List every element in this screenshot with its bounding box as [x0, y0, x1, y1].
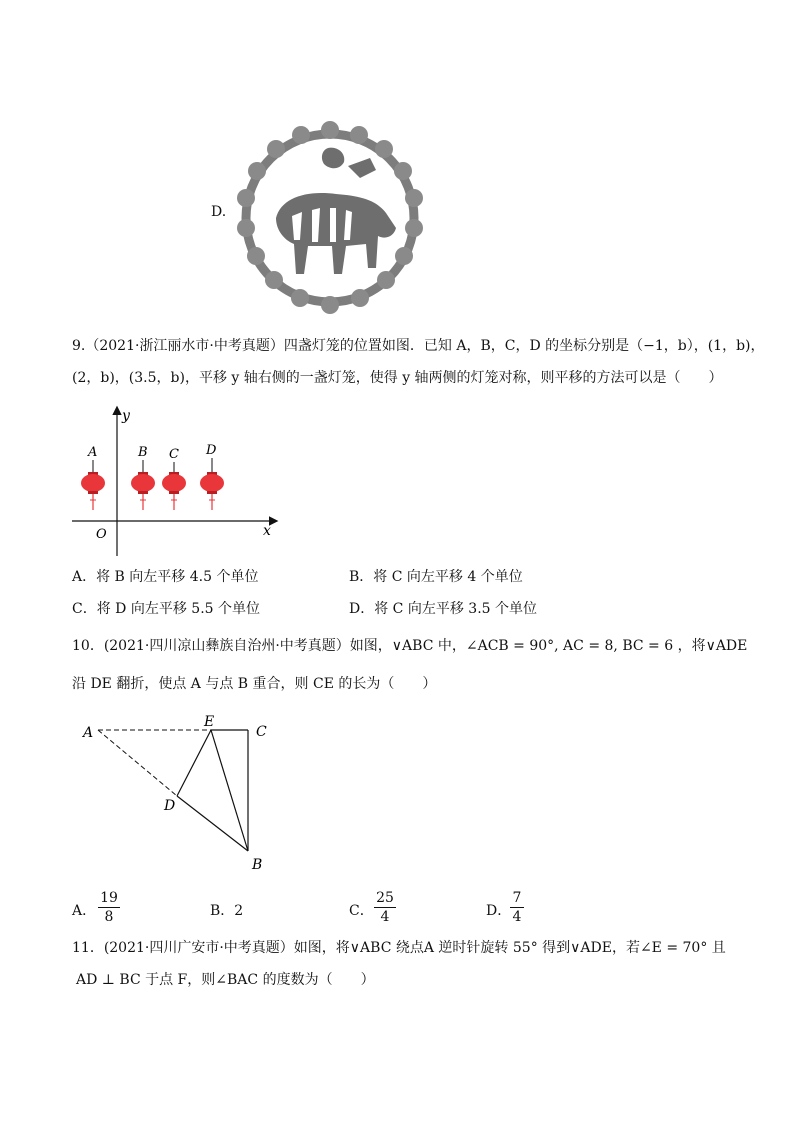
q9-lantern-figure: [66, 402, 286, 562]
svg-text:A: A: [88, 445, 98, 460]
svg-text:C: C: [169, 447, 179, 462]
svg-text:B: B: [138, 445, 148, 460]
q9-lantern-a: [81, 445, 105, 510]
q11-stem-line-1: 11．(2021·四川广安市·中考真题）如图，将∨ABC 绕点A 逆时针旋转 55° 得到∨ADE，若∠E = 70° 且: [72, 940, 726, 956]
q10-point-a: A: [83, 725, 94, 741]
q10-option-a-fraction: 19 8: [98, 890, 120, 925]
q9-lantern-d: [200, 443, 224, 510]
ox-papercut-image: [236, 118, 424, 318]
q8-option-d-label: D.: [211, 204, 227, 220]
q9-lantern-c: [162, 447, 186, 510]
q9-x-label: x: [263, 523, 271, 539]
q10-point-d: D: [164, 798, 176, 814]
q10-point-c: C: [256, 724, 267, 740]
q9-origin-label: O: [96, 527, 107, 542]
q9-lantern-b: [131, 445, 155, 510]
q9-y-label: y: [122, 408, 130, 424]
q9-option-c[interactable]: C．将 D 向左平移 5.5 个单位: [72, 601, 261, 617]
q10-point-b: B: [252, 857, 263, 873]
q9-stem-line-1: 9.（2021·浙江丽水市·中考真题）四盏灯笼的位置如图．已知 A，B，C，D 的坐标分别是（−1，b），(1，b)，: [72, 338, 765, 354]
q10-option-d-prefix[interactable]: D．: [486, 903, 512, 919]
q10-stem-line-1: 10．(2021·四川凉山彝族自治州·中考真题）如图，∨ABC 中，∠ACB = 90°, AC = 8, BC = 6 ，将∨ADE: [72, 638, 748, 654]
q9-option-b[interactable]: B．将 C 向左平移 4 个单位: [349, 569, 523, 585]
svg-text:D: D: [206, 443, 217, 458]
q10-stem-line-2: 沿 DE 翻折，使点 A 与点 B 重合，则 CE 的长为（ ）: [72, 676, 437, 692]
q10-option-a-prefix[interactable]: A．: [72, 903, 97, 919]
q9-option-d[interactable]: D．将 C 向左平移 3.5 个单位: [349, 601, 538, 617]
q9-option-a[interactable]: A．将 B 向左平移 4.5 个单位: [72, 569, 259, 585]
q10-option-d-fraction: 7 4: [510, 890, 524, 925]
q10-option-c-prefix[interactable]: C．: [349, 903, 374, 919]
q10-option-b[interactable]: B．2: [210, 903, 244, 919]
q9-stem-line-2: (2，b)，(3.5，b)，平移 y 轴右侧的一盏灯笼，使得 y 轴两侧的灯笼对称，则平移的方法可以是（ ）: [72, 370, 723, 386]
q10-triangle-figure: [76, 706, 286, 878]
q11-stem-line-2: AD ⊥ BC 于点 F，则∠BAC 的度数为（ ）: [76, 972, 375, 988]
q10-option-c-fraction: 25 4: [374, 890, 396, 925]
q10-point-e: E: [204, 714, 215, 730]
